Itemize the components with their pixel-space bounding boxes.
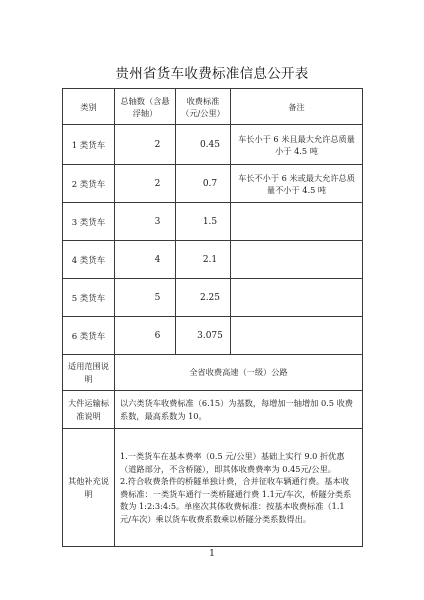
row-rate: 2.25 (176, 279, 231, 317)
row-note (231, 279, 363, 317)
table-row (63, 317, 363, 355)
large-transport-label: 大件运输标准说明 (63, 391, 115, 429)
other-note-paragraph: 1.一类货车在基本费率（0.5 元/公里）基础上实行 9.0 折优惠（道路部分，不含桥隧），即其体收费费率为 0.45元/公里。 (120, 451, 345, 474)
row-rate: 0.45 (176, 125, 231, 165)
header-note: 备注 (231, 89, 363, 125)
row-category: 6 类货车 (63, 317, 115, 355)
table-row (63, 165, 363, 203)
header-rate: 收费标准（元/公里） (176, 89, 231, 125)
large-transport-row (63, 391, 363, 429)
row-rate: 1.5 (176, 203, 231, 241)
header-axles: 总轴数（含悬浮轴） (115, 89, 176, 125)
row-axles: 4 (115, 241, 176, 279)
table-row (63, 241, 363, 279)
row-rate: 2.1 (176, 241, 231, 279)
document-title: 贵州省货车收费标准信息公开表 (115, 66, 309, 82)
other-notes-text (115, 429, 363, 547)
other-notes-row (63, 429, 363, 547)
table-row (63, 279, 363, 317)
row-note (231, 317, 363, 355)
row-note (231, 241, 363, 279)
row-category: 4 类货车 (63, 241, 115, 279)
row-category: 2 类货车 (63, 165, 115, 203)
row-axles: 6 (115, 317, 176, 355)
row-category: 3 类货车 (63, 203, 115, 241)
other-notes-label: 其他补充说明 (63, 429, 115, 547)
row-category: 5 类货车 (63, 279, 115, 317)
row-axles: 3 (115, 203, 176, 241)
table-header-row (63, 89, 363, 125)
row-note (231, 203, 363, 241)
large-transport-text: 以六类货车收费标准（6.15）为基数，每增加一轴增加 0.5 收费系数，最高系数为 10。 (115, 391, 363, 429)
row-note: 车长小于 6 米且最大允许总质量小于 4.5 吨 (231, 125, 363, 165)
row-axles: 2 (115, 125, 176, 165)
row-note: 车长不小于 6 米或最大允许总质量不小于 4.5 吨 (231, 165, 363, 203)
scope-row (63, 355, 363, 391)
row-rate: 0.7 (176, 165, 231, 203)
other-note-paragraph: 2.符合收费条件的桥隧单独计费，合并征收车辆通行费。基本收费标准：一类货车通行一类桥隧通行费 1.1元/车次，桥隧分类系数为 1:2:3:4:5。单座次其体收费标准：按基本收费标准（1.1 元/车次）乘以货车收费系数乘以桥隧分类系数得出。 (120, 476, 352, 524)
page-number: 1 (208, 548, 216, 559)
fee-table (62, 88, 363, 547)
row-category: 1 类货车 (63, 125, 115, 165)
table-row (63, 203, 363, 241)
scope-text: 全省收费高速（一级）公路 (115, 355, 363, 391)
row-axles: 5 (115, 279, 176, 317)
row-rate: 3.075 (176, 317, 231, 355)
row-axles: 2 (115, 165, 176, 203)
header-category: 类别 (63, 89, 115, 125)
table-row (63, 125, 363, 165)
scope-label: 适用范围说明 (63, 355, 115, 391)
